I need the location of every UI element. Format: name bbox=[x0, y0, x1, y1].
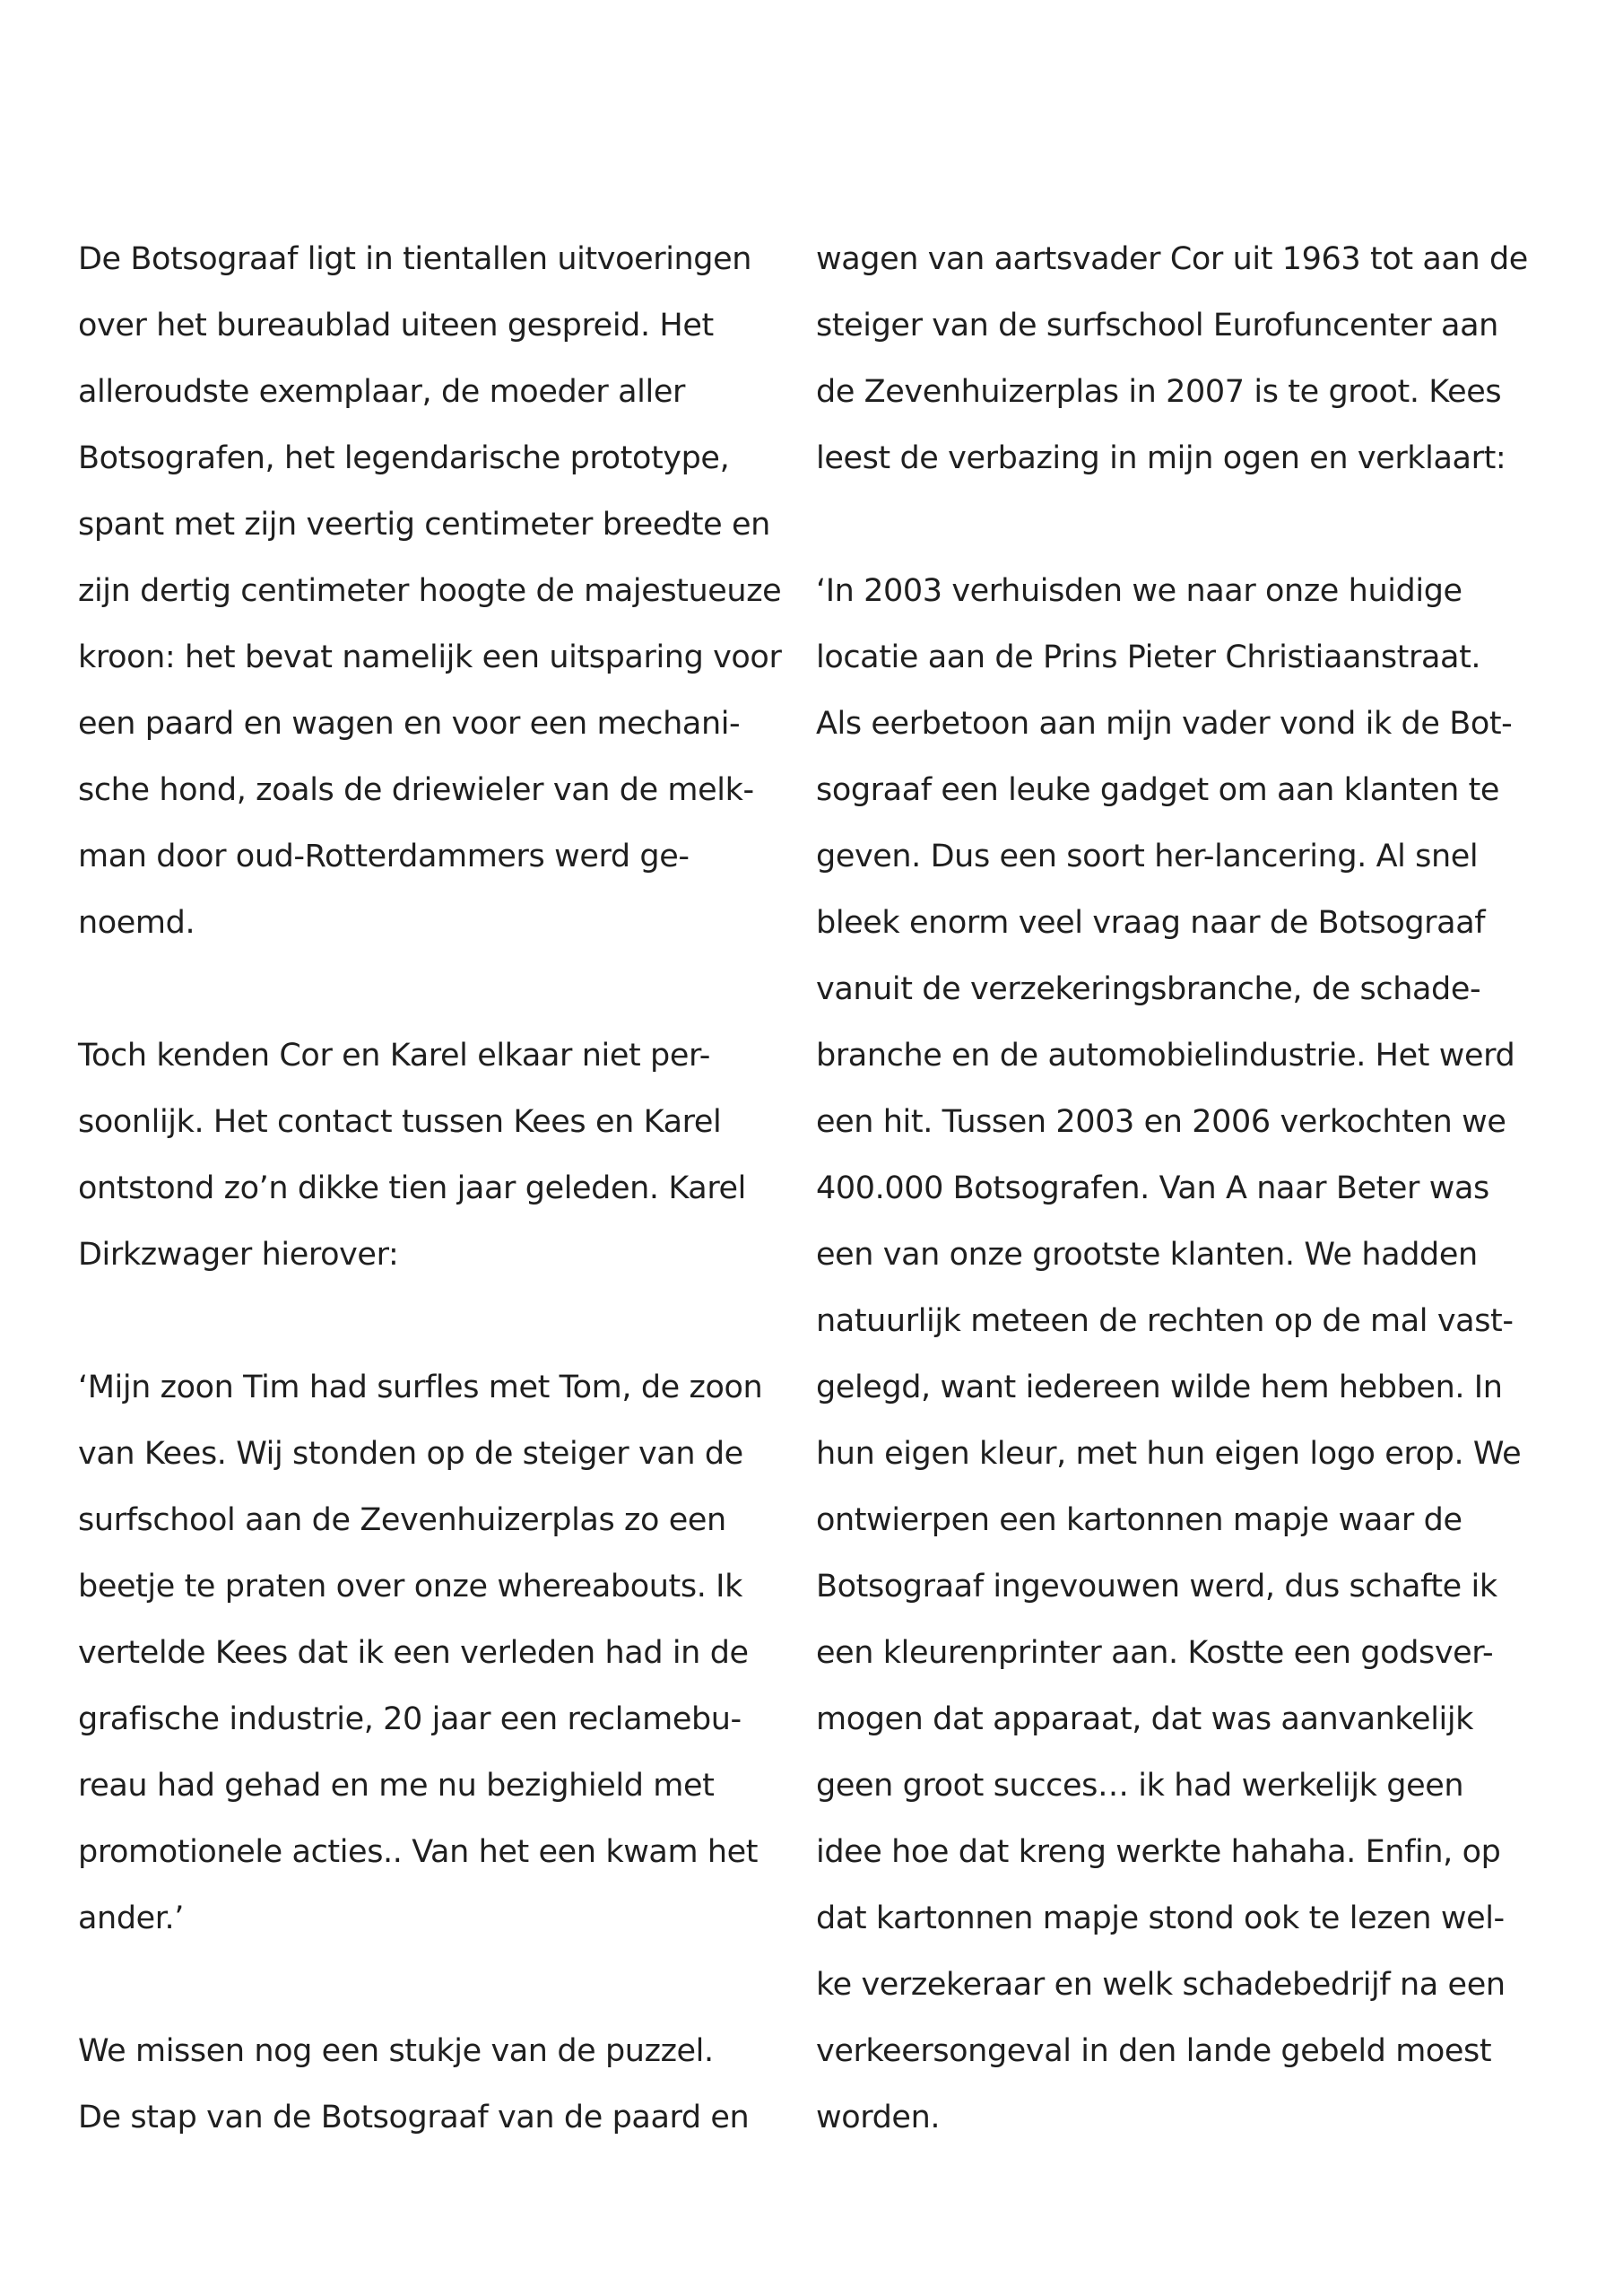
text-line: een kleurenprinter aan. Kostte een godsver- bbox=[816, 1635, 1494, 1671]
text-line: grafische industrie, 20 jaar een reclamebu- bbox=[78, 1701, 742, 1737]
text-line: de Zevenhuizerplas in 2007 is te groot. Kees bbox=[816, 374, 1502, 410]
text-line: alleroudste exemplaar, de moeder aller bbox=[78, 374, 685, 410]
text-line: een hit. Tussen 2003 en 2006 verkochten we bbox=[816, 1104, 1506, 1140]
paragraph bbox=[78, 226, 786, 956]
text-line: surfschool aan de Zevenhuizerplas zo een bbox=[78, 1502, 726, 1538]
text-line: hun eigen kleur, met hun eigen logo erop. We bbox=[816, 1436, 1522, 1472]
text-line: kroon: het bevat namelijk een uitsparing voor bbox=[78, 639, 782, 675]
text-line: locatie aan de Prins Pieter Christiaanstraat. bbox=[816, 639, 1481, 675]
text-line: natuurlijk meteen de rechten op de mal vast- bbox=[816, 1303, 1514, 1339]
text-line: ‘Mijn zoon Tim had surfles met Tom, de zoon bbox=[78, 1370, 763, 1405]
text-line: van Kees. Wij stonden op de steiger van de bbox=[78, 1436, 743, 1472]
paragraph bbox=[78, 2018, 786, 2151]
text-line: verkeersongeval in den lande gebeld moest bbox=[816, 2033, 1492, 2069]
text-line: vanuit de verzekeringsbranche, de schade- bbox=[816, 971, 1481, 1007]
text-line: ‘In 2003 verhuisden we naar onze huidige bbox=[816, 573, 1462, 609]
text-line: beetje te praten over onze whereabouts. Ik bbox=[78, 1569, 742, 1605]
text-line: De Botsograaf ligt in tientallen uitvoeringen bbox=[78, 241, 752, 277]
text-line: De stap van de Botsograaf van de paard en bbox=[78, 2100, 750, 2135]
text-line: geen groot succes… ik had werkelijk geen bbox=[816, 1768, 1464, 1804]
text-line: reau had gehad en me nu bezighield met bbox=[78, 1768, 715, 1804]
text-line: noemd. bbox=[78, 905, 195, 941]
text-line: spant met zijn veertig centimeter breedte en bbox=[78, 507, 770, 543]
paragraph bbox=[816, 226, 1528, 491]
paragraph bbox=[78, 1022, 786, 1288]
text-line: een paard en wagen en voor een mechani- bbox=[78, 706, 741, 742]
text-line: mogen dat apparaat, dat was aanvankelijk bbox=[816, 1701, 1474, 1737]
text-line: wagen van aartsvader Cor uit 1963 tot aan de bbox=[816, 241, 1528, 277]
paragraph-gap bbox=[78, 1288, 786, 1354]
text-line: ke verzekeraar en welk schadebedrijf na een bbox=[816, 1967, 1506, 2003]
text-line: ontwierpen een kartonnen mapje waar de bbox=[816, 1502, 1462, 1538]
text-line: zijn dertig centimeter hoogte de majestueuze bbox=[78, 573, 782, 609]
text-line: idee hoe dat kreng werkte hahaha. Enfin, op bbox=[816, 1834, 1501, 1870]
quote-paragraph bbox=[816, 558, 1524, 2151]
text-line: dat kartonnen mapje stond ook te lezen wel- bbox=[816, 1900, 1505, 1936]
text-line: geven. Dus een soort her-lancering. Al snel bbox=[816, 839, 1479, 874]
text-line: een van onze grootste klanten. We hadden bbox=[816, 1237, 1478, 1273]
paragraph-gap bbox=[78, 956, 786, 1022]
text-line: ander.’ bbox=[78, 1900, 185, 1936]
text-line: Toch kenden Cor en Karel elkaar niet per- bbox=[78, 1038, 710, 1074]
text-line: branche en de automobielindustrie. Het werd bbox=[816, 1038, 1515, 1074]
text-line: bleek enorm veel vraag naar de Botsograaf bbox=[816, 905, 1486, 941]
quote-paragraph bbox=[78, 1354, 786, 1952]
text-line: vertelde Kees dat ik een verleden had in de bbox=[78, 1635, 749, 1671]
text-line: over het bureaublad uiteen gespreid. Het bbox=[78, 308, 714, 344]
text-line: Botsograaf ingevouwen werd, dus schafte ik bbox=[816, 1569, 1497, 1605]
text-line: soonlijk. Het contact tussen Kees en Karel bbox=[78, 1104, 722, 1140]
text-line: man door oud-Rotterdammers werd ge- bbox=[78, 839, 690, 874]
text-line: gelegd, want iedereen wilde hem hebben. In bbox=[816, 1370, 1503, 1405]
text-line: sche hond, zoals de driewieler van de melk- bbox=[78, 772, 754, 808]
text-line: Dirkzwager hierover: bbox=[78, 1237, 399, 1273]
text-line: sograaf een leuke gadget om aan klanten te bbox=[816, 772, 1500, 808]
text-line: promotionele acties.. Van het een kwam het bbox=[78, 1834, 759, 1870]
text-line: worden. bbox=[816, 2100, 941, 2135]
text-line: 400.000 Botsografen. Van A naar Beter was bbox=[816, 1170, 1489, 1206]
left-column bbox=[78, 226, 786, 2151]
text-line: Botsografen, het legendarische prototype, bbox=[78, 440, 730, 476]
text-line: Als eerbetoon aan mijn vader vond ik de Bot- bbox=[816, 706, 1513, 742]
paragraph-gap bbox=[78, 1952, 786, 2018]
paragraph-gap bbox=[816, 491, 1524, 558]
text-line: ontstond zo’n dikke tien jaar geleden. Karel bbox=[78, 1170, 747, 1206]
text-line: steiger van de surfschool Eurofuncenter aan bbox=[816, 308, 1498, 344]
text-line: leest de verbazing in mijn ogen en verklaart: bbox=[816, 440, 1506, 476]
text-line: We missen nog een stukje van de puzzel. bbox=[78, 2033, 714, 2069]
right-column bbox=[816, 226, 1528, 2151]
